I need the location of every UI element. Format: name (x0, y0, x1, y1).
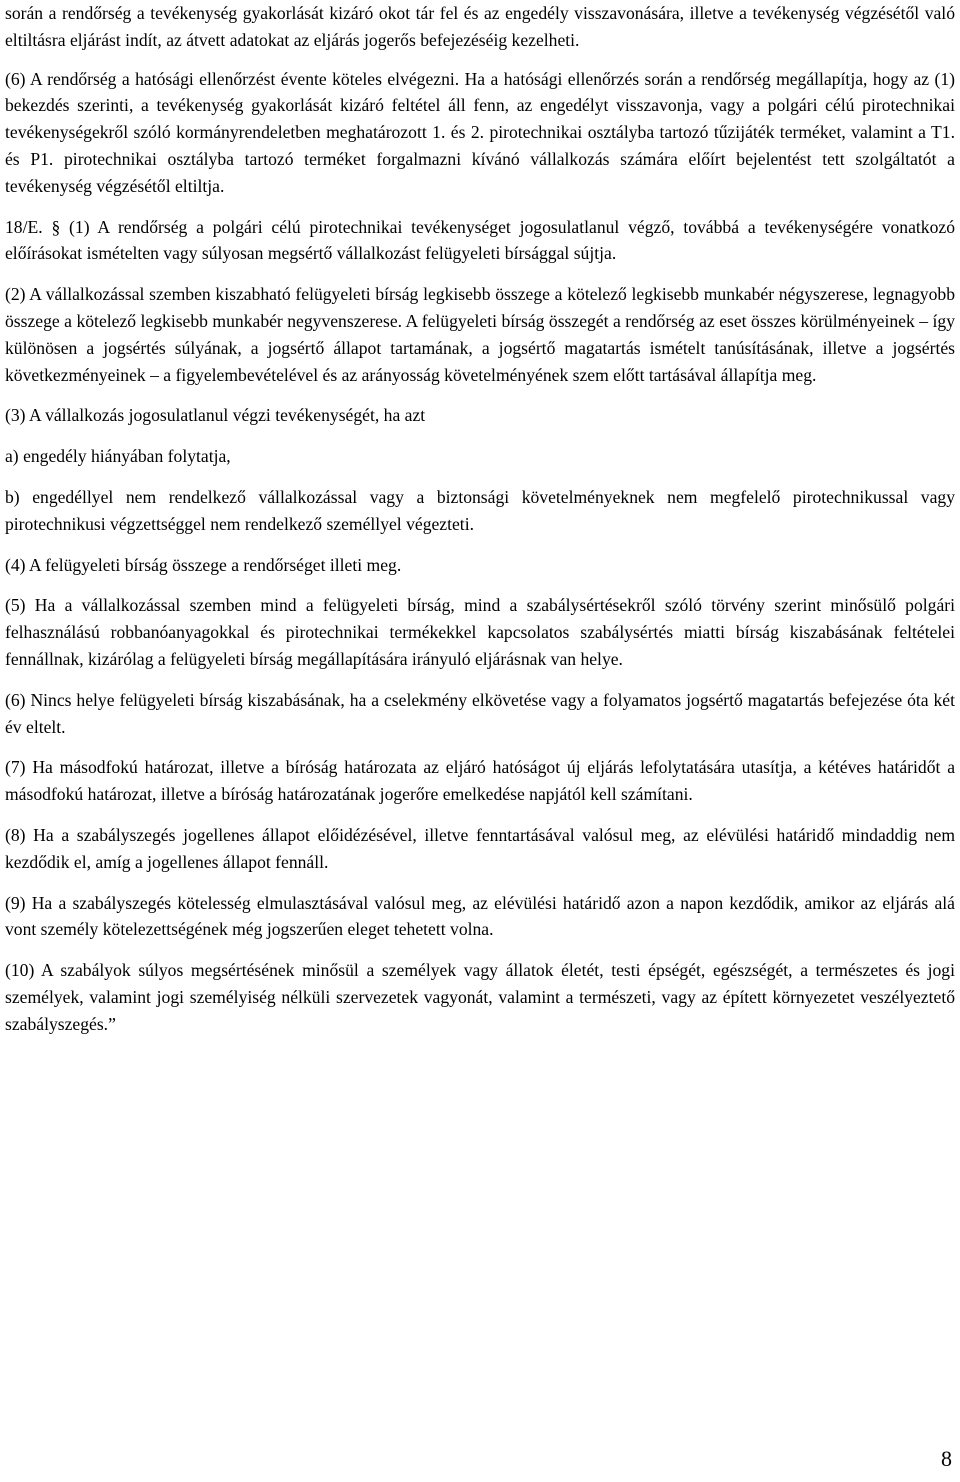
paragraph-18e-5: (5) Ha a vállalkozással szemben mind a felügyeleti bírság, mind a szabálysértésekről szóló törvény szerint minősülő polgári felhasználású robbanóanyagokkal és pirotechnikai termékekkel kapcsolatos szabálysértés miatti bírság kiszabásának feltételei fennállnak, kizárólag a felügyeleti bírság megállapítására irányuló eljárásnak van helye. (5, 595, 955, 669)
paragraph-18e-9: (9) Ha a szabályszegés kötelesség elmulasztásával valósul meg, az elévülési határidő azon a napon kezdődik, amikor az eljárás alá vont személy kötelezettségének még jogszerűen eleget tehetett volna. (5, 892, 955, 940)
paragraph-18e-8: (8) Ha a szabályszegés jogellenes állapot előidézésével, illetve fenntartásával valósul meg, az elévülési határidő mindaddig nem kezdődik el, amíg a jogellenes állapot fennáll. (5, 824, 955, 872)
paragraph-continuation: során a rendőrség a tevékenység gyakorlását kizáró okot tár fel és az engedély visszavonására, illetve a tevékenység végzésétől való eltiltásra eljárást indít, az átvett adatokat az eljárás jogerős befejezéséig kezelheti. (5, 3, 955, 50)
paragraph-6-hatosagi-ellenorzes: (6) A rendőrség a hatósági ellenőrzést évente köteles elvégezni. Ha a hatósági ellenőrzés során a rendőrség megállapítja, hogy az (1) bekezdés szerinti, a tevékenység gyakorlását kizáró feltétel áll fenn, az engedélyt visszavonja, vagy a polgári célú pirotechnikai tevékenységekről szóló kormányrendeletben meghatározott 1. és 2. pirotechnikai osztályba tartozó tűzijáték terméket, valamint a T1. és P1. pirotechnikai osztályba tartozó terméket forgalmazni kívánó vállalkozás számára előírt bejelentést tett szolgáltatót a tevékenység végzésétől eltiltja. (5, 68, 955, 196)
paragraph-18e-10: (10) A szabályok súlyos megsértésének minősül a személyek vagy állatok életét, testi épségét, egészségét, a természetes és jogi személyek, valamint jogi személyiség nélküli szervezetek vagyonát, valamint a természeti, vagy az épített környezetet veszélyeztető szabályszegés.” (5, 960, 955, 1034)
paragraph-18e-4: (4) A felügyeleti bírság összege a rendőrséget illeti meg. (5, 554, 402, 575)
paragraph-18e-2: (2) A vállalkozással szemben kiszabható felügyeleti bírság legkisebb összege a kötelező legkisebb munkabér négyszerese, legnagyobb összege a kötelező legkisebb munkabér negyvenszerese. A felügyeleti bírság összegét a rendőrség az eset összes körülményeinek – így különösen a jogsértés súlyának, a jogsértő állapot tartamának, a jogsértő magatartás ismételt tanúsításának, illetve a jogsértés következményeinek – a figyelembevételével és az arányosság követelményének szem előtt tartásával állapítja meg. (5, 284, 955, 385)
paragraph-18e-7: (7) Ha másodfokú határozat, illetve a bíróság határozata az eljáró hatóságot új eljárás lefolytatására utasítja, a kétéves határidőt a másodfokú határozat, illetve a bíróság határozatának jogerőre emelkedése napjától kell számítani. (5, 757, 955, 805)
paragraph-18e-3-a: a) engedély hiányában folytatja, (5, 446, 231, 467)
page-number: 8 (941, 1446, 952, 1471)
document-page (5, 0, 955, 1038)
paragraph-18e-3: (3) A vállalkozás jogosulatlanul végzi tevékenységét, ha azt (5, 405, 426, 426)
paragraph-18e-1: 18/E. § (1) A rendőrség a polgári célú pirotechnikai tevékenységet jogosulatlanul végző, továbbá a tevékenységére vonatkozó előírásokat ismételten vagy súlyosan megsértő vállalkozást felügyeleti bírsággal sújtja. (5, 216, 955, 264)
paragraph-18e-6: (6) Nincs helye felügyeleti bírság kiszabásának, ha a cselekmény elkövetése vagy a folyamatos jogsértő magatartás befejezése óta két év eltelt. (5, 689, 955, 737)
paragraph-18e-3-b: b) engedéllyel nem rendelkező vállalkozással vagy a biztonsági követelményeknek nem megfelelő pirotechnikussal vagy pirotechnikusi végzettséggel nem rendelkező személlyel végezteti. (5, 486, 955, 534)
